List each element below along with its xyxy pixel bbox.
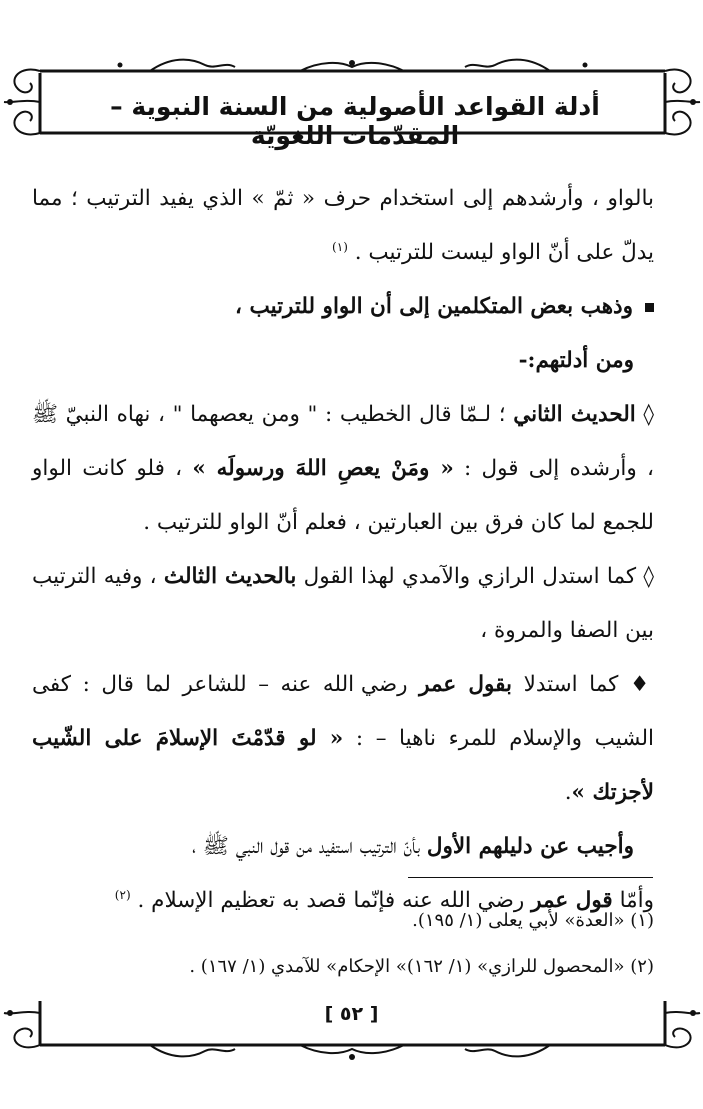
square-bullet-icon <box>645 303 654 312</box>
diamond-bullet-icon: ◊ <box>643 402 654 427</box>
paragraph-5 <box>32 550 654 658</box>
footnote-ref-2[interactable]: (٢) <box>114 887 131 902</box>
umar-saying-label: بقول عمر <box>419 672 513 697</box>
diamond-bullet-icon: ◊ <box>643 564 655 589</box>
running-title: أدلة القواعد الأصولية من السنة النبوية – المقدّمات اللغويّة <box>110 92 600 150</box>
paragraph-8-text-a: وأمّا <box>619 888 654 913</box>
footnote-ref-1[interactable]: (١) <box>332 239 348 254</box>
paragraph-7 <box>32 820 654 874</box>
paragraph-1-text: بالواو ، وأرشدهم إلى استخدام حرف « ثمّ » الذي يفيد الترتيب ؛ مما يدلّ على أنّ الواو ليست للترتيب . <box>32 186 654 265</box>
hadith-two-label: الحديث الثاني <box>513 402 636 427</box>
paragraph-1 <box>32 172 654 280</box>
filled-diamond-bullet-icon: ♦ <box>629 672 654 697</box>
paragraph-4 <box>32 388 654 550</box>
paragraph-3 <box>32 334 654 388</box>
footnote-separator <box>408 877 653 878</box>
answer-label: وأجيب عن دليلهم الأول <box>426 834 634 859</box>
main-text <box>32 172 654 928</box>
paragraph-6-text-b: رضي الله عنه – للشاعر لما قال : كفى الشيب والإسلام للمرء ناهيا – : <box>32 672 654 751</box>
paragraph-3-text: ومن أدلتهم:- <box>518 348 634 373</box>
footnote-2: (٢) «المحصول للرازي» (١/ ١٦٢)» الإحكام» للآمدي (١/ ١٦٧) . <box>189 956 654 977</box>
paragraph-7-text: بأنّ الترتيب استفيد من قول النبي ﷺ ، <box>191 834 421 859</box>
paragraph-4-text-b: ، فلو كانت الواو للجمع لما كان فرق بين العبارتين ، فعلم أنّ الواو للترتيب . <box>32 456 654 535</box>
paragraph-6-text-a: كما استدلا <box>523 672 619 697</box>
paragraph-5-text-a: كما استدل الرازي والآمدي لهذا القول <box>303 564 637 589</box>
paragraph-8-text-b: رضي الله عنه فإنّما قصد به تعظيم الإسلام . <box>137 888 525 913</box>
paragraph-6-end: . <box>564 780 572 805</box>
footnote-1: (١) «العدة» لأبي يعلى (١/ ١٩٥). <box>412 910 654 931</box>
paragraph-2 <box>32 280 654 334</box>
paragraph-5-text-b: ، وفيه الترتيب بين الصفا والمروة ، <box>32 564 654 643</box>
paragraph-2-text: وذهب بعض المتكلمين إلى أن الواو للترتيب ، <box>235 294 633 319</box>
paragraph-6 <box>32 658 654 820</box>
page-number: [ ٥٢ ] <box>324 1003 379 1025</box>
hadith-three-label: بالحديث الثالث <box>163 564 297 589</box>
paragraph-6-quote: « لو قدّمْتَ الإسلامَ على الشّيب لأجزتك » <box>32 726 654 805</box>
umar-saying-label-2: قول عمر <box>531 888 613 913</box>
paragraph-4-quote: « ومَنْ يعصِ اللهَ ورسولَه » <box>192 456 454 481</box>
paragraph-4-text-a: ؛ لـمّا قال الخطيب : " ومن يعصهما " ، نهاه النبيّ ﷺ ، وأرشده إلى قول : <box>32 402 654 481</box>
footnotes <box>32 898 654 990</box>
